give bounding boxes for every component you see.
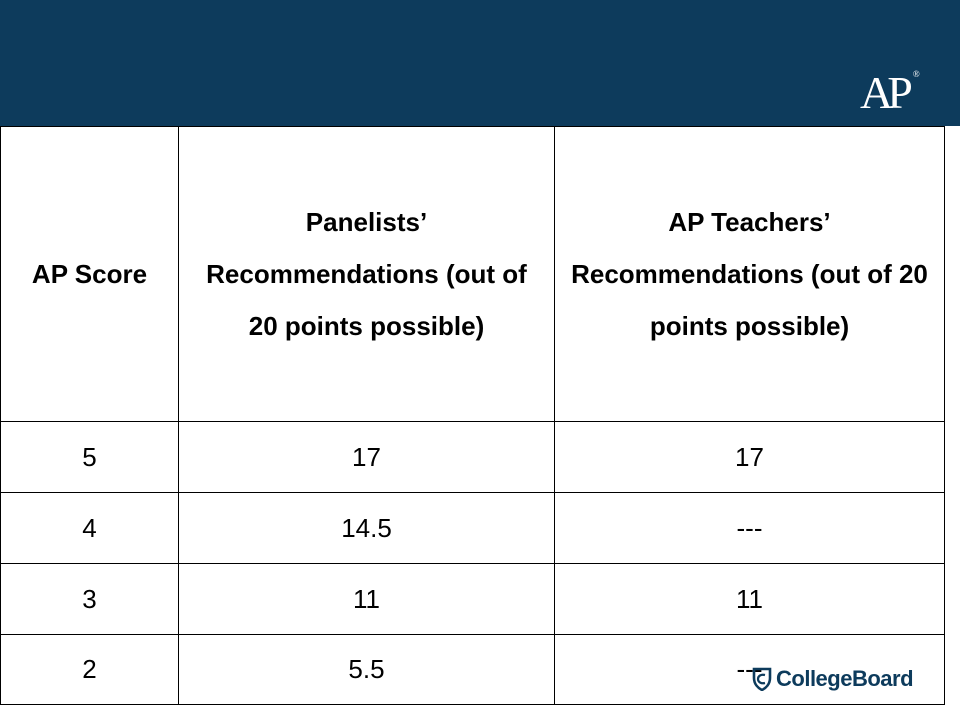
table-header-row [1, 127, 945, 422]
table-row [1, 564, 945, 635]
cell-panelists: 11 [179, 564, 555, 635]
ap-logo-text: AP [860, 67, 907, 118]
registered-mark: ® [912, 69, 920, 79]
cell-panelists: 5.5 [179, 635, 555, 705]
cell-teachers: 11 [555, 564, 945, 635]
cell-score: 5 [1, 422, 179, 493]
ap-logo [860, 67, 920, 118]
cell-panelists: 14.5 [179, 493, 555, 564]
cell-teachers: --- [555, 635, 945, 705]
table-row [1, 422, 945, 493]
cell-score: 3 [1, 564, 179, 635]
shield-icon [752, 667, 772, 691]
score-recommendations-table [0, 126, 945, 705]
header-panelists: Panelists’ Recommendations (out of 20 points possible) [179, 127, 555, 422]
header-band [0, 0, 960, 126]
collegeboard-wordmark: CollegeBoard [776, 666, 914, 691]
table-row [1, 493, 945, 564]
cell-panelists: 17 [179, 422, 555, 493]
cell-teachers: --- [555, 493, 945, 564]
cell-teachers: 17 [555, 422, 945, 493]
header-ap-score: AP Score [1, 127, 179, 422]
header-teachers: AP Teachers’ Recommendations (out of 20 points possible) [555, 127, 945, 422]
cell-score: 2 [1, 635, 179, 705]
cell-score: 4 [1, 493, 179, 564]
collegeboard-logo [752, 666, 913, 692]
